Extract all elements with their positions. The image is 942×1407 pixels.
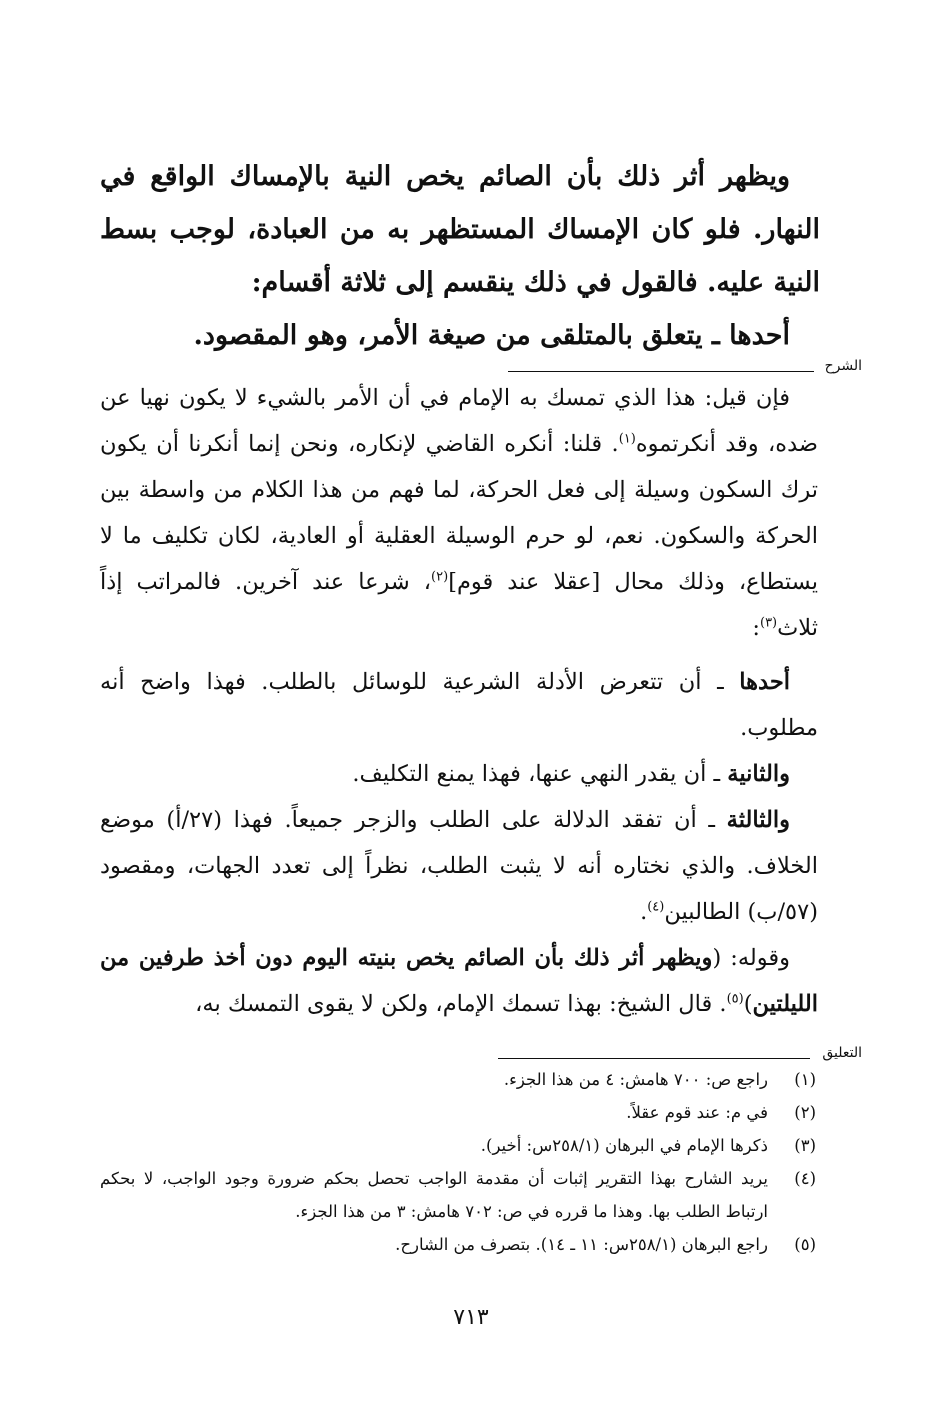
taliq-label: التعليق xyxy=(822,1045,862,1061)
footnotes xyxy=(100,1063,816,1261)
footnotes-separator xyxy=(498,1043,862,1065)
footnote xyxy=(100,1129,816,1162)
commentary-paragraph: والثانية ـ أن يقدر النهي عنها، فهذا يمنع التكليف. xyxy=(352,761,790,787)
main-text xyxy=(100,150,820,362)
commentary-paragraph: والثالثة ـ أن تفقد الدلالة على الطلب والزجر جميعاً. فهذا (٢٧/أ) موضع الخلاف. والذي نختاره أنه لا يثبت الطلب، نظراً إلى تعدد الجهات، ومقصود (٥٧/ب) الطالبين$^{(٤)}$. xyxy=(100,807,818,925)
footnotes-rule xyxy=(498,1058,810,1059)
main-text-paragraph: ويظهر أثر ذلك بأن الصائم يخص النية بالإمساك الواقع في النهار. فلو كان الإمساك المستظهر به من العبادة، لوجب بسط النية عليه. فالقول في ذلك ينقسم إلى ثلاثة أقسام: xyxy=(100,161,820,298)
sharh-rule xyxy=(508,371,814,372)
footnote-ref[interactable]: (٢) xyxy=(431,569,449,585)
main-text-paragraph: أحدها ـ يتعلق بالمتلقى من صيغة الأمر، وهو المقصود. xyxy=(193,320,790,351)
sharh-label: الشرح xyxy=(824,358,862,374)
footnote-text: ذكرها الإمام في البرهان (٢٥٨/١س: أخير). xyxy=(480,1136,768,1155)
footnote-number: (١) xyxy=(794,1070,816,1089)
footnote xyxy=(100,1063,816,1096)
footnote-text: يريد الشارح بهذا التقرير إثبات أن مقدمة الواجب تحصل بحكم ضرورة وجود الواجب، لا بحكم ارتباط الطلب بها. وهذا ما قرره في ص: ٧٠٢ هامش: ٣ من هذا الجزء. xyxy=(100,1169,768,1221)
commentary xyxy=(100,375,818,1027)
footnote-number: (٥) xyxy=(794,1235,816,1254)
footnote-text: راجع ص: ٧٠٠ هامش: ٤ من هذا الجزء. xyxy=(503,1070,768,1089)
footnote-text: في م: عند قوم عقلاً. xyxy=(626,1103,768,1122)
footnote-ref[interactable]: (٤) xyxy=(647,899,665,915)
commentary-paragraph: فإن قيل: هذا الذي تمسك به الإمام في أن الأمر بالشيء لا يكون نهيا عن ضده، وقد أنكرتموه$^{(١)}$. قلنا: أنكره القاضي لإنكاره، ونحن إنما أنكرنا أن يكون ترك السكون وسيلة إلى فعل الحركة، لما فهم من هذا الكلام من واسطة بين الحركة والسكون. نعم، لو حرم الوسيلة العقلية أو العادية، لكان تكليف ما لا يستطاع، وذلك محال [عقلا عند قوم]$^{(٢)}$، شرعا عند آخرين. فالمراتب إذاً ثلاث$^{(٣)}$: xyxy=(100,385,818,641)
footnote-ref[interactable]: (١) xyxy=(618,431,636,447)
footnote-ref[interactable]: (٥) xyxy=(726,991,744,1007)
footnote-ref[interactable]: (٣) xyxy=(759,615,778,631)
footnote-text: راجع البرهان (٢٥٨/١س: ١١ ـ ١٤). بتصرف من الشارح. xyxy=(395,1235,768,1254)
footnote xyxy=(100,1228,816,1261)
commentary-paragraph: وقوله: (ويظهر أثر ذلك بأن الصائم يخص بنيته اليوم دون أخذ طرفين من الليلتين)$^{(٥)}$. قال الشيخ: بهذا تسمك الإمام، ولكن لا يقوى التمسك به، xyxy=(100,945,818,1017)
footnote xyxy=(100,1096,816,1129)
footnote xyxy=(100,1162,816,1228)
footnote-number: (٢) xyxy=(794,1103,816,1122)
footnote-number: (٣) xyxy=(794,1136,816,1155)
page-number: ٧١٣ xyxy=(453,1305,489,1330)
commentary-paragraph: أحدها ـ أن تتعرض الأدلة الشرعية للوسائل بالطلب. فهذا واضح أنه مطلوب. xyxy=(100,669,818,741)
footnote-number: (٤) xyxy=(794,1169,816,1188)
